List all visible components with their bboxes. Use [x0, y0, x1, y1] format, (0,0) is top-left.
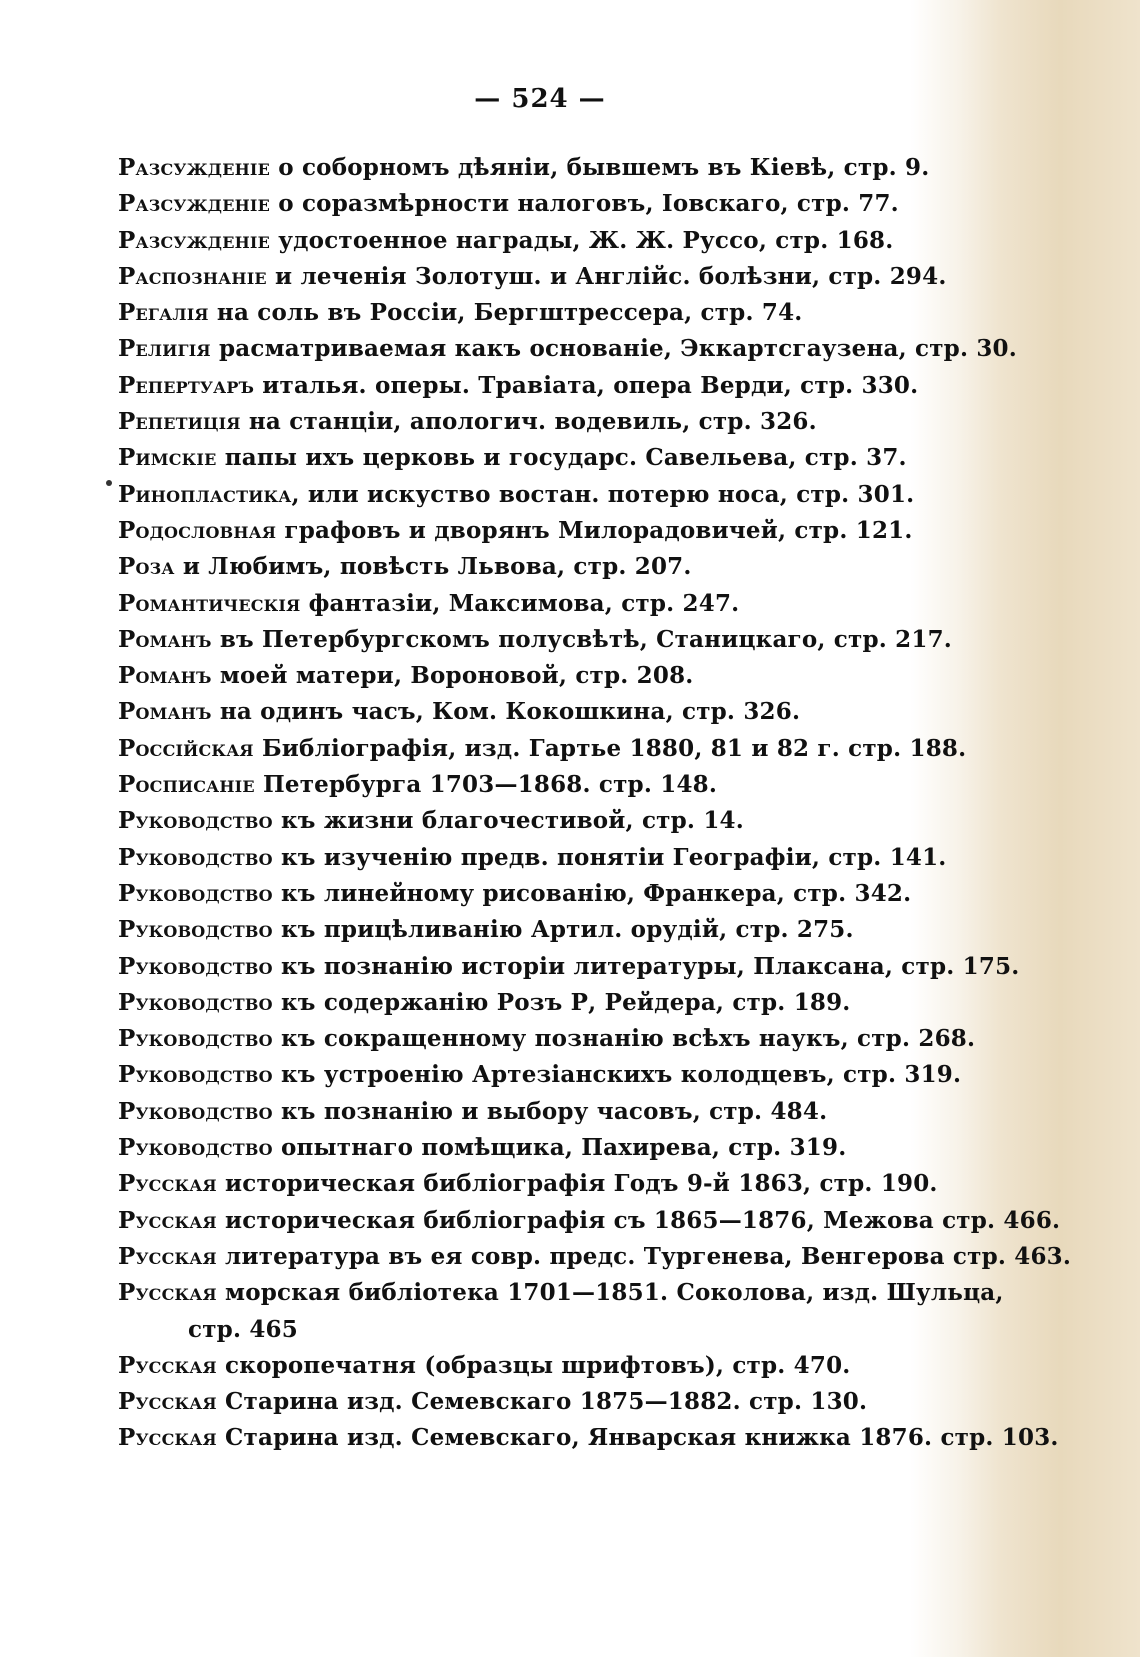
index-entry	[118, 1420, 1059, 1456]
index-entry	[118, 803, 998, 839]
entry-text: о соборномъ дѣяніи, бывшемъ въ Кіевѣ, стр. 9.	[270, 154, 930, 181]
entry-text: на станціи, апологич. водевиль, стр. 326.	[240, 408, 817, 436]
entry-text: на одинъ часъ, Ком. Кокошкина, стр. 326.	[211, 698, 801, 726]
entry-text: моей матери, Вороновой, стр. 208.	[211, 662, 694, 690]
entry-text: къ содержанію Розъ Р, Рейдера, стр. 189.	[272, 988, 851, 1016]
entry-text: опытнаго помѣщика, Пахирева, стр. 319.	[272, 1134, 847, 1162]
entry-head: Репетиція	[118, 408, 241, 436]
entry-text: на соль въ Россіи, Бергштрессера, стр. 74.	[208, 299, 803, 327]
entry-text: къ познанію и выбору часовъ, стр. 484.	[272, 1097, 828, 1125]
index-entry	[118, 1275, 1004, 1348]
index-entry	[118, 694, 998, 730]
index-entry	[118, 477, 998, 513]
entry-head: Россійская	[118, 734, 254, 762]
entry-text: къ сокращенному познанію всѣхъ наукъ, стр. 268.	[272, 1025, 976, 1053]
entry-head: Распознаніе	[118, 262, 267, 290]
index-entry	[118, 513, 998, 549]
entry-text: и леченія Золотуш. и Англійс. болѣзни, стр. 294.	[266, 262, 947, 290]
index-entry	[118, 404, 998, 440]
entry-text: скоропечатня (образцы шрифтовъ), стр. 470.	[216, 1351, 851, 1379]
index-entries-list	[118, 150, 1072, 1457]
entry-text: въ Петербургскомъ полусвѣтѣ, Станицкаго, стр. 217.	[211, 625, 952, 653]
entry-head: Руководство	[118, 952, 273, 980]
entry-head: Романъ	[118, 698, 212, 726]
index-entry	[118, 440, 998, 476]
entry-text: италья. оперы. Травіата, опера Верди, стр. 330.	[254, 371, 919, 399]
entry-text: , или искуство востан. потерю носа, стр. 301.	[291, 480, 915, 508]
index-entry	[118, 549, 998, 585]
index-entry	[118, 1130, 998, 1166]
index-entry	[118, 1166, 998, 1202]
entry-head: Руководство	[118, 1061, 273, 1089]
entry-text: историческая библіографія Годъ 9-й 1863, стр. 190.	[216, 1170, 938, 1198]
index-entry	[118, 331, 1017, 367]
entry-text: Старина изд. Семевскаго 1875—1882. стр. 130.	[216, 1388, 868, 1416]
entry-head: Руководство	[118, 1025, 273, 1053]
entry-text: графовъ и дворянъ Милорадовичей, стр. 121.	[276, 516, 913, 544]
entry-head: Русская	[118, 1388, 217, 1416]
entry-head: Роза	[118, 553, 175, 581]
entry-head: Религія	[118, 335, 211, 363]
index-entry	[118, 912, 998, 948]
entry-head: Руководство	[118, 807, 273, 835]
entry-head: Руководство	[118, 988, 273, 1016]
entry-head: Разсужденіе	[118, 226, 270, 254]
entry-head: Руководство	[118, 879, 273, 907]
entry-text: удостоенное награды, Ж. Ж. Руссо, стр. 168.	[270, 226, 894, 254]
index-entry	[118, 150, 998, 186]
index-entry	[118, 876, 998, 912]
entry-text: литература въ ея совр. предс. Тургенева, Венгерова стр. 463.	[216, 1242, 1072, 1270]
index-entry	[118, 1239, 1072, 1275]
entry-head: Русская	[118, 1424, 217, 1452]
index-entry	[118, 259, 998, 295]
index-entry	[118, 949, 1020, 985]
entry-text: къ познанію исторіи литературы, Плаксана, стр. 175.	[272, 952, 1020, 980]
entry-head: Разсужденіе	[118, 154, 270, 181]
entry-head: Репертуаръ	[118, 371, 255, 399]
entry-text: Старина изд. Семевскаго, Январская книжка 1876. стр. 103.	[216, 1424, 1059, 1452]
index-entry	[118, 1384, 998, 1420]
index-entry	[118, 840, 998, 876]
entry-head: Разсужденіе	[118, 190, 270, 218]
index-entry	[118, 295, 998, 331]
entry-text: къ изученію предв. понятіи Географіи, стр. 141.	[272, 843, 947, 871]
entry-head: Романтическія	[118, 589, 301, 617]
entry-text: къ линейному рисованію, Франкера, стр. 342.	[272, 879, 912, 907]
entry-head: Руководство	[118, 843, 273, 871]
entry-text: Петербурга 1703—1868. стр. 148.	[254, 771, 718, 799]
entry-head: Римскіе	[118, 444, 217, 472]
entry-head: Росписаніе	[118, 771, 255, 799]
entry-head: Русская	[118, 1351, 217, 1379]
entry-head: Романъ	[118, 625, 212, 653]
entry-text: историческая библіографія съ 1865—1876, Межова стр. 466.	[216, 1206, 1061, 1234]
index-entry	[118, 1057, 998, 1093]
entry-text: и Любимъ, повѣсть Львова, стр. 207.	[174, 553, 692, 581]
index-entry	[118, 1094, 998, 1130]
index-entry	[118, 223, 998, 259]
index-entry	[118, 1203, 1061, 1239]
index-entry	[118, 368, 998, 404]
index-entry	[118, 767, 998, 803]
entry-text: къ жизни благочестивой, стр. 14.	[272, 807, 744, 835]
entry-head: Русская	[118, 1170, 217, 1198]
margin-dot-mark	[106, 480, 112, 486]
entry-head: Руководство	[118, 916, 273, 944]
index-entry	[118, 985, 998, 1021]
entry-text: папы ихъ церковь и государс. Савельева, стр. 37.	[216, 444, 907, 472]
entry-text: къ устроенію Артезіанскихъ колодцевъ, стр. 319.	[272, 1061, 962, 1089]
entry-head: Регалія	[118, 299, 209, 327]
index-entry	[118, 731, 998, 767]
index-entry	[118, 1021, 998, 1057]
entry-head: Ринопластика	[118, 480, 292, 508]
entry-text: расматриваемая какъ основаніе, Эккартсгаузена, стр. 30.	[210, 335, 1017, 363]
entry-text: къ прицѣливанію Артил. орудій, стр. 275.	[272, 916, 854, 944]
page-number: — 524 —	[474, 84, 606, 114]
entry-continuation: стр. 465	[188, 1315, 298, 1343]
entry-head: Русская	[118, 1206, 217, 1234]
index-entry	[118, 186, 998, 222]
entry-head: Руководство	[118, 1097, 273, 1125]
entry-head: Романъ	[118, 662, 212, 690]
entry-text: морская библіотека 1701—1851. Соколова, изд. Шульца,	[216, 1279, 1004, 1307]
index-entry	[118, 622, 998, 658]
entry-text: о соразмѣрности налоговъ, Іовскаго, стр. 77.	[270, 190, 899, 218]
entry-head: Руководство	[118, 1134, 273, 1162]
entry-head: Русская	[118, 1279, 217, 1307]
index-entry	[118, 1348, 998, 1384]
entry-head: Родословная	[118, 516, 277, 544]
index-entry	[118, 658, 998, 694]
entry-text: Библіографія, изд. Гартье 1880, 81 и 82 г. стр. 188.	[253, 734, 967, 762]
index-entry	[118, 586, 998, 622]
entry-text: фантазіи, Максимова, стр. 247.	[300, 589, 740, 617]
entry-head: Русская	[118, 1242, 217, 1270]
